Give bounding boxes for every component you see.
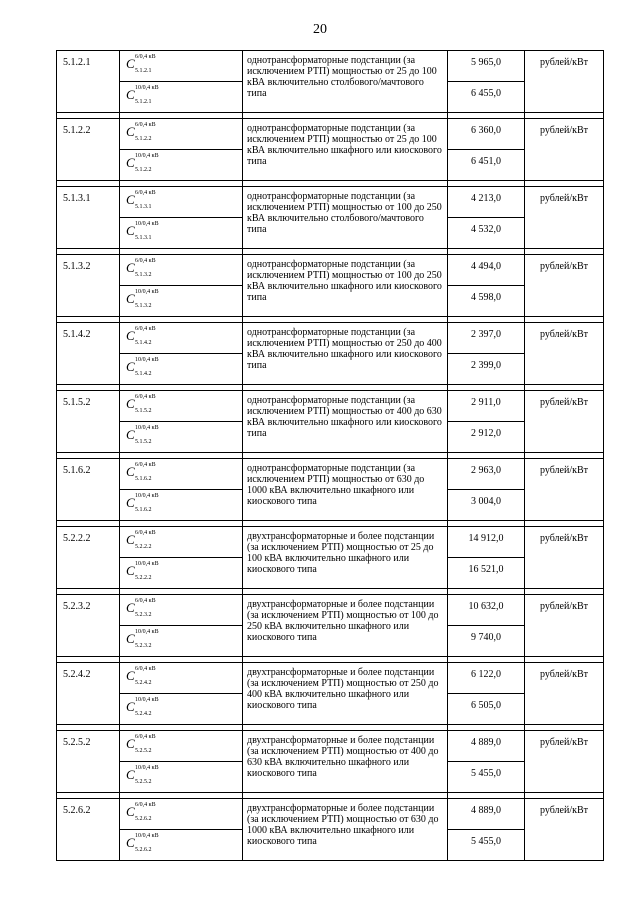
symbol-sub: 5.1.3.2 — [135, 303, 152, 309]
symbol-sup: 6/0,4 кВ — [135, 598, 156, 604]
symbol-10kv: C 10/0,4 кВ 5.2.5.2 — [120, 762, 243, 793]
symbol-10kv: C 10/0,4 кВ 5.1.2.2 — [120, 150, 243, 181]
row-unit: рублей/кВт — [525, 527, 604, 589]
rate-10kv: 4 532,0 — [448, 218, 525, 249]
row-description: двухтрансформаторные и более подстанции (за исключением РТП) мощностью от 100 до 250 кВА включительно шкафного или киоскового типа — [243, 595, 448, 657]
symbol-6kv: C 6/0,4 кВ 5.2.6.2 — [120, 799, 243, 830]
symbol-sup: 6/0,4 кВ — [135, 802, 156, 808]
symbol-10kv: C 10/0,4 кВ 5.2.4.2 — [120, 694, 243, 725]
symbol-sub: 5.1.6.2 — [135, 507, 152, 513]
table-row — [57, 459, 604, 490]
symbol-sup: 6/0,4 кВ — [135, 530, 156, 536]
row-description: однотрансформаторные подстанции (за исключением РТП) мощностью от 25 до 100 кВА включительно столбового/мачтового типа — [243, 51, 448, 113]
rate-6kv: 2 963,0 — [448, 459, 525, 490]
symbol-sup: 6/0,4 кВ — [135, 54, 156, 60]
rate-10kv: 6 455,0 — [448, 82, 525, 113]
row-code: 5.1.2.1 — [57, 51, 120, 113]
symbol-6kv: C 6/0,4 кВ 5.2.3.2 — [120, 595, 243, 626]
rate-6kv: 4 494,0 — [448, 255, 525, 286]
row-code: 5.2.5.2 — [57, 731, 120, 793]
symbol-sub: 5.1.3.1 — [135, 204, 152, 210]
table-row — [57, 119, 604, 150]
row-code: 5.2.4.2 — [57, 663, 120, 725]
row-description: однотрансформаторные подстанции (за исключением РТП) мощностью от 100 до 250 кВА включительно шкафного или киоскового типа — [243, 255, 448, 317]
symbol-sup: 10/0,4 кВ — [135, 85, 159, 91]
symbol-sup: 10/0,4 кВ — [135, 697, 159, 703]
row-code: 5.2.2.2 — [57, 527, 120, 589]
rate-6kv: 2 911,0 — [448, 391, 525, 422]
table-row — [57, 255, 604, 286]
row-description: однотрансформаторные подстанции (за исключением РТП) мощностью от 400 до 630 кВА включительно шкафного или киоскового типа — [243, 391, 448, 453]
table-row — [57, 187, 604, 218]
row-code: 5.1.5.2 — [57, 391, 120, 453]
row-code: 5.1.3.1 — [57, 187, 120, 249]
symbol-10kv: C 10/0,4 кВ 5.1.4.2 — [120, 354, 243, 385]
symbol-10kv: C 10/0,4 кВ 5.2.3.2 — [120, 626, 243, 657]
symbol-10kv: C 10/0,4 кВ 5.1.5.2 — [120, 422, 243, 453]
row-unit: рублей/кВт — [525, 391, 604, 453]
row-code: 5.1.2.2 — [57, 119, 120, 181]
table-row — [57, 391, 604, 422]
symbol-sub: 5.2.3.2 — [135, 643, 152, 649]
row-unit: рублей/кВт — [525, 323, 604, 385]
symbol-sub: 5.2.4.2 — [135, 680, 152, 686]
symbol-6kv: C 6/0,4 кВ 5.1.5.2 — [120, 391, 243, 422]
rate-10kv: 6 451,0 — [448, 150, 525, 181]
rate-10kv: 9 740,0 — [448, 626, 525, 657]
table-row — [57, 51, 604, 82]
symbol-sub: 5.1.3.1 — [135, 235, 152, 241]
symbol-sub: 5.1.2.2 — [135, 136, 152, 142]
table-row — [57, 527, 604, 558]
symbol-6kv: C 6/0,4 кВ 5.1.3.1 — [120, 187, 243, 218]
row-code: 5.1.6.2 — [57, 459, 120, 521]
rate-10kv: 2 912,0 — [448, 422, 525, 453]
symbol-6kv: C 6/0,4 кВ 5.2.5.2 — [120, 731, 243, 762]
symbol-sup: 6/0,4 кВ — [135, 326, 156, 332]
symbol-sub: 5.2.5.2 — [135, 748, 152, 754]
page-number: 20 — [313, 22, 327, 37]
symbol-10kv: C 10/0,4 кВ 5.2.6.2 — [120, 830, 243, 861]
symbol-sub: 5.2.2.2 — [135, 544, 152, 550]
symbol-10kv: C 10/0,4 кВ 5.1.6.2 — [120, 490, 243, 521]
rate-6kv: 6 360,0 — [448, 119, 525, 150]
row-unit: рублей/кВт — [525, 119, 604, 181]
symbol-sub: 5.1.6.2 — [135, 476, 152, 482]
symbol-sup: 10/0,4 кВ — [135, 629, 159, 635]
symbol-sup: 10/0,4 кВ — [135, 833, 159, 839]
symbol-sup: 10/0,4 кВ — [135, 561, 159, 567]
symbol-sup: 6/0,4 кВ — [135, 122, 156, 128]
symbol-sub: 5.1.4.2 — [135, 340, 152, 346]
symbol-sub: 5.2.6.2 — [135, 816, 152, 822]
row-description: однотрансформаторные подстанции (за исключением РТП) мощностью от 630 до 1000 кВА включительно шкафного или киоскового типа — [243, 459, 448, 521]
rate-6kv: 10 632,0 — [448, 595, 525, 626]
symbol-sup: 10/0,4 кВ — [135, 357, 159, 363]
symbol-sub: 5.1.5.2 — [135, 408, 152, 414]
table-row — [57, 799, 604, 830]
symbol-sup: 10/0,4 кВ — [135, 221, 159, 227]
symbol-sub: 5.1.4.2 — [135, 371, 152, 377]
symbol-sup: 6/0,4 кВ — [135, 462, 156, 468]
row-unit: рублей/кВт — [525, 799, 604, 861]
table-row — [57, 731, 604, 762]
rate-6kv: 4 213,0 — [448, 187, 525, 218]
row-description: двухтрансформаторные и более подстанции (за исключением РТП) мощностью от 250 до 400 кВА включительно шкафного или киоскового типа — [243, 663, 448, 725]
row-code: 5.2.6.2 — [57, 799, 120, 861]
rate-6kv: 4 889,0 — [448, 799, 525, 830]
row-unit: рублей/кВт — [525, 51, 604, 113]
rate-6kv: 4 889,0 — [448, 731, 525, 762]
symbol-sup: 10/0,4 кВ — [135, 493, 159, 499]
row-description: однотрансформаторные подстанции (за исключением РТП) мощностью от 25 до 100 кВА включительно шкафного или киоскового типа — [243, 119, 448, 181]
row-code: 5.2.3.2 — [57, 595, 120, 657]
row-unit: рублей/кВт — [525, 663, 604, 725]
symbol-sup: 10/0,4 кВ — [135, 425, 159, 431]
symbol-6kv: C 6/0,4 кВ 5.1.3.2 — [120, 255, 243, 286]
symbol-sup: 6/0,4 кВ — [135, 258, 156, 264]
symbol-sub: 5.1.3.2 — [135, 272, 152, 278]
row-unit: рублей/кВт — [525, 255, 604, 317]
symbol-sub: 5.2.2.2 — [135, 575, 152, 581]
symbol-6kv: C 6/0,4 кВ 5.1.2.2 — [120, 119, 243, 150]
rate-10kv: 4 598,0 — [448, 286, 525, 317]
table-row — [57, 663, 604, 694]
symbol-sup: 10/0,4 кВ — [135, 153, 159, 159]
symbol-sub: 5.1.2.1 — [135, 68, 152, 74]
symbol-sub: 5.1.2.1 — [135, 99, 152, 105]
rate-10kv: 16 521,0 — [448, 558, 525, 589]
symbol-sup: 6/0,4 кВ — [135, 190, 156, 196]
row-code: 5.1.3.2 — [57, 255, 120, 317]
rate-6kv: 2 397,0 — [448, 323, 525, 354]
symbol-6kv: C 6/0,4 кВ 5.1.6.2 — [120, 459, 243, 490]
row-description: однотрансформаторные подстанции (за исключением РТП) мощностью от 250 до 400 кВА включительно шкафного или киоскового типа — [243, 323, 448, 385]
rate-10kv: 2 399,0 — [448, 354, 525, 385]
rate-10kv: 6 505,0 — [448, 694, 525, 725]
row-unit: рублей/кВт — [525, 187, 604, 249]
rate-6kv: 5 965,0 — [448, 51, 525, 82]
row-description: однотрансформаторные подстанции (за исключением РТП) мощностью от 100 до 250 кВА включительно столбового/мачтового типа — [243, 187, 448, 249]
symbol-sub: 5.2.3.2 — [135, 612, 152, 618]
symbol-6kv: C 6/0,4 кВ 5.2.2.2 — [120, 527, 243, 558]
rate-10kv: 3 004,0 — [448, 490, 525, 521]
row-unit: рублей/кВт — [525, 459, 604, 521]
row-unit: рублей/кВт — [525, 731, 604, 793]
symbol-10kv: C 10/0,4 кВ 5.1.3.2 — [120, 286, 243, 317]
rate-6kv: 14 912,0 — [448, 527, 525, 558]
row-description: двухтрансформаторные и более подстанции (за исключением РТП) мощностью от 630 до 1000 кВА включительно шкафного или киоскового типа — [243, 799, 448, 861]
table-row — [57, 595, 604, 626]
row-description: двухтрансформаторные и более подстанции (за исключением РТП) мощностью от 25 до 100 кВА включительно шкафного или киоскового типа — [243, 527, 448, 589]
symbol-sub: 5.2.4.2 — [135, 711, 152, 717]
symbol-sub: 5.1.2.2 — [135, 167, 152, 173]
rate-6kv: 6 122,0 — [448, 663, 525, 694]
tariff-table — [56, 50, 604, 861]
symbol-sup: 6/0,4 кВ — [135, 394, 156, 400]
row-unit: рублей/кВт — [525, 595, 604, 657]
row-code: 5.1.4.2 — [57, 323, 120, 385]
symbol-6kv: C 6/0,4 кВ 5.1.4.2 — [120, 323, 243, 354]
symbol-sup: 10/0,4 кВ — [135, 765, 159, 771]
table-row — [57, 323, 604, 354]
symbol-10kv: C 10/0,4 кВ 5.1.3.1 — [120, 218, 243, 249]
symbol-6kv: C 6/0,4 кВ 5.1.2.1 — [120, 51, 243, 82]
symbol-sup: 6/0,4 кВ — [135, 666, 156, 672]
symbol-sub: 5.2.6.2 — [135, 847, 152, 853]
symbol-sup: 6/0,4 кВ — [135, 734, 156, 740]
rate-10kv: 5 455,0 — [448, 830, 525, 861]
symbol-6kv: C 6/0,4 кВ 5.2.4.2 — [120, 663, 243, 694]
row-description: двухтрансформаторные и более подстанции (за исключением РТП) мощностью от 400 до 630 кВА включительно шкафного или киоскового типа — [243, 731, 448, 793]
symbol-10kv: C 10/0,4 кВ 5.2.2.2 — [120, 558, 243, 589]
symbol-sub: 5.2.5.2 — [135, 779, 152, 785]
symbol-10kv: C 10/0,4 кВ 5.1.2.1 — [120, 82, 243, 113]
symbol-sub: 5.1.5.2 — [135, 439, 152, 445]
rate-10kv: 5 455,0 — [448, 762, 525, 793]
symbol-sup: 10/0,4 кВ — [135, 289, 159, 295]
